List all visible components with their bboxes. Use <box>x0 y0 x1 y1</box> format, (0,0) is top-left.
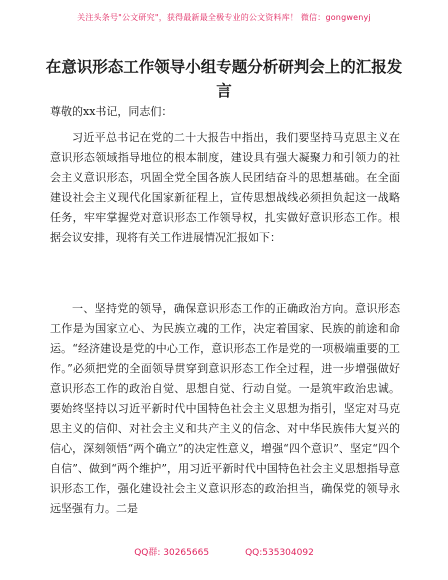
header-promo-text: 关注头条号"公文研究"，获得最新最全极专业的公文资料库！ 微信：gongwenyj <box>77 13 371 22</box>
qq-number: QQ:535304092 <box>245 548 314 558</box>
footer-contacts <box>0 545 448 558</box>
paragraph-intro: 习近平总书记在党的二十大报告中指出，我们要坚持马克思主义在意识形态领域指导地位的根本制度，建设具有强大凝聚力和引领力的社会主义意识形态，巩固全党全国各族人民团结奋斗的思想基础。在全面建设社会主义现代化国家新征程上，宣传思想战线必须担负起这一战略任务，牢牢掌握党对意识形态工作领导权，扎实做好意识形态工作。根据会议安排，现将有关工作进展情况汇报如下： <box>50 131 400 244</box>
salutation: 尊敬的xx书记，同志们： <box>50 105 173 118</box>
qq-group-number: QQ群: 30265665 <box>134 548 210 558</box>
document-title: 在意识形态工作领导小组专题分析研判会上的汇报发言 <box>45 58 403 100</box>
paragraph-section-one: 一、坚持党的领导，确保意识形态工作的正确政治方向。意识形态工作是为国家立心、为民族立魂的工作，决定着国家、民族的前途和命运。“经济建设是党的中心工作，意识形态工作是党的一项极端重要的工作。”必须把党的全面领导贯穿到意识形态工作全过程，进一步增强做好意识形态工作的政治自觉、思想自觉、行动自觉。一是筑牢政治忠诚。要始终坚持以习近平新时代中国特色社会主义思想为指引，坚定对马克思主义的信仰、对社会主义和共产主义的信念、对中华民族伟大复兴的信心，深刻领悟“两个确立”的决定性意义，增强“四个意识”、坚定“四个自信”、做到“两个维护”，用习近平新时代中国特色社会主义思想指导意识形态工作，强化建设社会主义意识形态的政治担当，确保党的领导永远坚强有力。二是 <box>50 302 400 515</box>
